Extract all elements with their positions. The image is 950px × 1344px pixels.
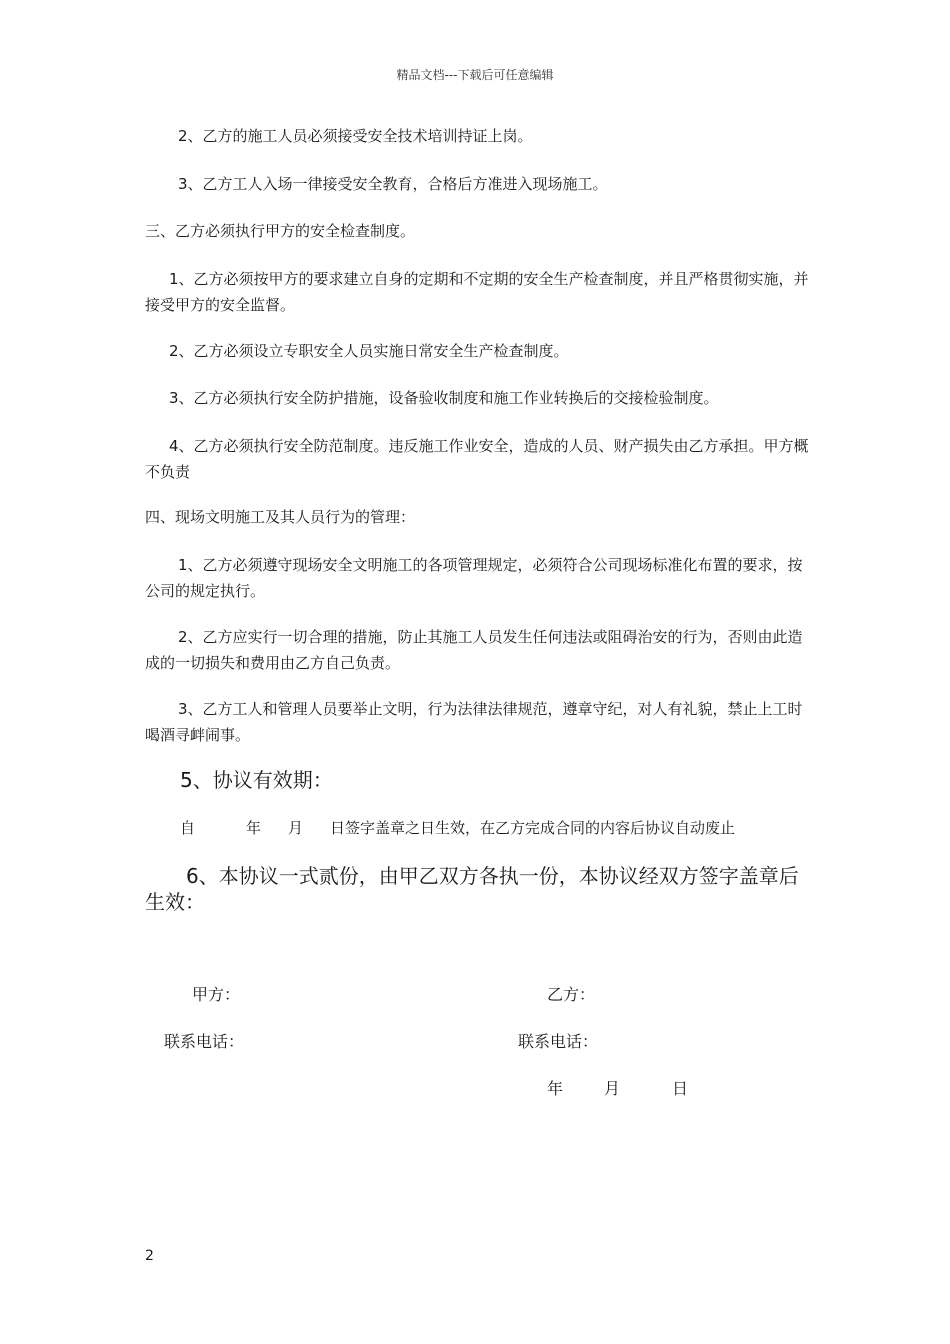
- clause-3-3: 3、乙方必须执行安全防护措施，设备验收制度和施工作业转换后的交接检验制度。: [169, 389, 719, 407]
- clause-4-2: 2、乙方应实行一切合理的措施，防止其施工人员发生任何违法或阻碍治安的行为，否则由此造成的一切损失和费用由乙方自己负责。: [145, 628, 803, 672]
- page-header: 精品文档---下载后可任意编辑: [396, 68, 554, 82]
- party-a-label: 甲方：: [192, 985, 241, 1004]
- party-a-phone-label: 联系电话：: [164, 1032, 245, 1051]
- clause-3-4: 4、乙方必须执行安全防范制度。违反施工作业安全，造成的人员、财产损失由乙方承担。甲方概不负责: [145, 437, 809, 481]
- section-3-heading: 三、乙方必须执行甲方的安全检查制度。: [145, 222, 416, 240]
- clause-2-3: 3、乙方工人入场一律接受安全教育，合格后方准进入现场施工。: [178, 175, 608, 193]
- clause-4-3: 3、乙方工人和管理人员要举止文明，行为法律法律规范，遵章守纪，对人有礼貌，禁止上工时喝酒寻衅闹事。: [145, 700, 803, 744]
- sign-day: 日: [672, 1079, 689, 1098]
- validity-zi: 自: [180, 819, 196, 837]
- sign-year: 年: [547, 1079, 564, 1098]
- party-b-phone-label: 联系电话：: [518, 1032, 599, 1051]
- validity-heading: 5、协议有效期：: [180, 768, 333, 792]
- validity-month: 月: [288, 819, 304, 837]
- validity-year: 年: [246, 819, 262, 837]
- clause-2-2: 2、乙方的施工人员必须接受安全技术培训持证上岗。: [178, 127, 533, 145]
- party-b-label: 乙方：: [547, 985, 596, 1004]
- clause-4-1: 1、乙方必须遵守现场安全文明施工的各项管理规定，必须符合公司现场标准化布置的要求，按公司的规定执行。: [145, 556, 803, 600]
- section-4-heading: 四、现场文明施工及其人员行为的管理：: [145, 508, 416, 526]
- validity-text: 日签字盖章之日生效，在乙方完成合同的内容后协议自动废止: [330, 819, 736, 837]
- clause-3-1: 1、乙方必须按甲方的要求建立自身的定期和不定期的安全生产检查制度，并且严格贯彻实施，并接受甲方的安全监督。: [145, 270, 809, 314]
- clause-3-2: 2、乙方必须设立专职安全人员实施日常安全生产检查制度。: [169, 342, 569, 360]
- sign-month: 月: [604, 1079, 621, 1098]
- copies-clause: 6、本协议一式贰份，由甲乙双方各执一份，本协议经双方签字盖章后生效：: [145, 864, 799, 914]
- page-number: 2: [145, 1248, 154, 1264]
